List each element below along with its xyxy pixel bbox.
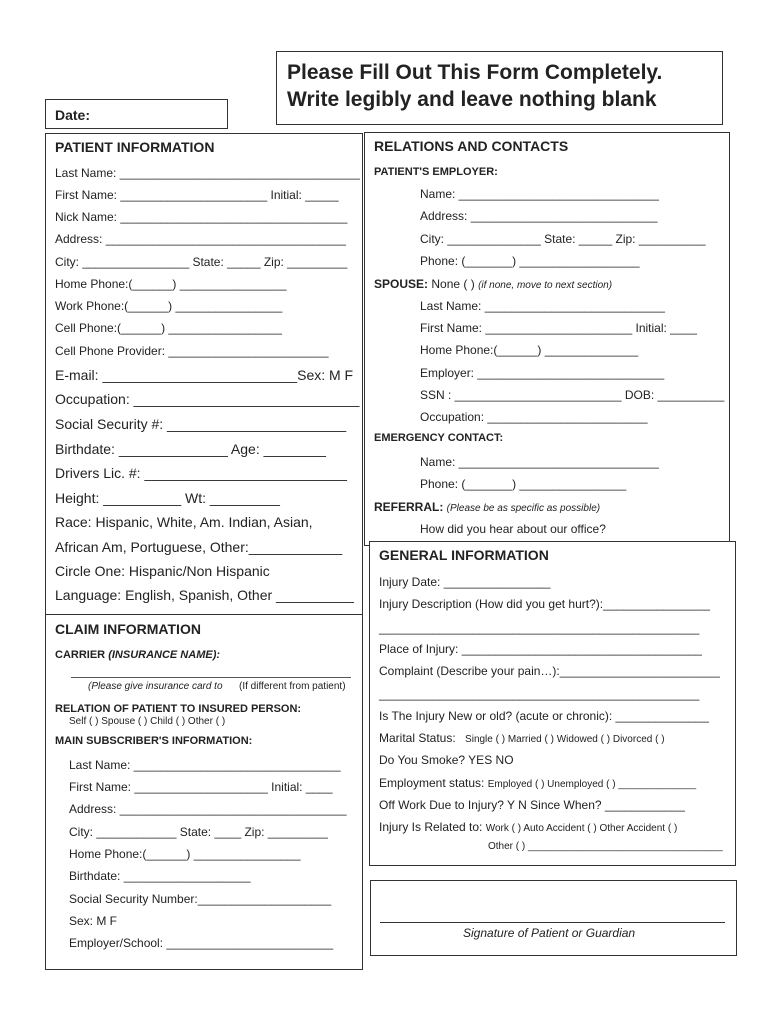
referral-question[interactable]: How did you hear about our office? (420, 522, 606, 536)
patient-cell-provider-field[interactable]: Cell Phone Provider: ________________________ (55, 344, 329, 358)
referral-row (374, 500, 600, 515)
subscriber-first-name-field[interactable]: First Name: ____________________ Initial: ____ (69, 780, 333, 794)
patient-birthdate-field[interactable]: Birthdate: ______________ Age: ________ (55, 441, 326, 457)
employer-heading: PATIENT'S EMPLOYER: (374, 166, 498, 178)
title-box (276, 51, 723, 125)
signature-label: Signature of Patient or Guardian (463, 926, 636, 940)
carrier-label-text: CARRIER (55, 649, 106, 661)
relations-heading: RELATIONS AND CONTACTS (374, 138, 569, 154)
referral-note: (Please be as specific as possible) (446, 503, 601, 514)
subscriber-heading: MAIN SUBSCRIBER'S INFORMATION: (55, 735, 253, 747)
marital-label: Marital Status: (379, 731, 456, 745)
off-work-field[interactable]: Off Work Due to Injury? Y N Since When? ____________ (379, 798, 685, 812)
injury-date-field[interactable]: Injury Date: ________________ (379, 575, 551, 589)
patient-race-line-1: Race: Hispanic, White, Am. Indian, Asian, (55, 514, 313, 530)
patient-info-section (45, 133, 363, 615)
subscriber-sex-field[interactable]: Sex: M F (69, 914, 118, 928)
spouse-occupation-field[interactable]: Occupation: ________________________ (420, 410, 648, 424)
related-label: Injury Is Related to: (379, 820, 483, 834)
emergency-phone-field[interactable]: Phone: (_______) ________________ (420, 477, 627, 491)
claim-info-heading: CLAIM INFORMATION (55, 621, 201, 637)
injury-new-old-field[interactable]: Is The Injury New or old? (acute or chronic): ______________ (379, 709, 709, 723)
referral-label: REFERRAL: (374, 500, 444, 514)
spouse-employer-field[interactable]: Employer: ____________________________ (420, 366, 665, 380)
patient-ssn-field[interactable]: Social Security #: _______________________ (55, 416, 347, 432)
signature-section (370, 880, 737, 956)
spouse-none-option[interactable]: None ( ) (431, 277, 475, 291)
employment-row[interactable] (379, 776, 696, 791)
employment-label: Employment status: (379, 776, 485, 790)
employer-phone-field[interactable]: Phone: (_______) __________________ (420, 254, 640, 268)
title-line-2: Write legibly and leave nothing blank (287, 88, 657, 111)
place-of-injury-field[interactable]: Place of Injury: ____________________________________ (379, 642, 702, 656)
spouse-note: (if none, move to next section) (478, 280, 613, 291)
patient-address-field[interactable]: Address: ____________________________________ (55, 232, 346, 246)
carrier-note: (INSURANCE NAME): (108, 649, 221, 661)
related-other-field[interactable]: Other ( ) ___________________________________ (488, 841, 723, 852)
carrier-underline[interactable] (71, 667, 351, 678)
injury-description-field[interactable]: Injury Description (How did you get hurt?):________________ (379, 597, 710, 611)
subscriber-city-field[interactable]: City: ____________ State: ____ Zip: _________ (69, 825, 328, 839)
patient-nick-name-field[interactable]: Nick Name: __________________________________ (55, 210, 348, 224)
marital-options[interactable]: Single ( ) Married ( ) Widowed ( ) Divorced ( ) (465, 734, 665, 745)
spouse-home-phone-field[interactable]: Home Phone:(______) ______________ (420, 343, 639, 357)
subscriber-birthdate-field[interactable]: Birthdate: ___________________ (69, 869, 251, 883)
subscriber-home-phone-field[interactable]: Home Phone:(______) ________________ (69, 847, 301, 861)
patient-ethnicity-field[interactable]: Circle One: Hispanic/Non Hispanic (55, 563, 270, 579)
complaint-field[interactable]: Complaint (Describe your pain…):________________________ (379, 664, 720, 678)
employer-name-field[interactable]: Name: ______________________________ (420, 187, 659, 201)
patient-cell-phone-field[interactable]: Cell Phone:(______) _________________ (55, 321, 282, 335)
relation-heading: RELATION OF PATIENT TO INSURED PERSON: (55, 703, 302, 715)
related-row[interactable] (379, 820, 677, 835)
patient-info-heading: PATIENT INFORMATION (55, 139, 215, 155)
employment-options[interactable]: Employed ( ) Unemployed ( ) ______________ (487, 779, 697, 790)
subscriber-ssn-field[interactable]: Social Security Number:____________________ (69, 892, 332, 906)
patient-drivers-lic-field[interactable]: Drivers Lic. #: __________________________ (55, 465, 347, 481)
patient-height-weight-field[interactable]: Height: __________ Wt: _________ (55, 490, 280, 506)
general-info-heading: GENERAL INFORMATION (379, 547, 549, 563)
patient-work-phone-field[interactable]: Work Phone:(______) ________________ (55, 299, 283, 313)
patient-home-phone-field[interactable]: Home Phone:(______) ________________ (55, 277, 287, 291)
emergency-name-field[interactable]: Name: ______________________________ (420, 455, 659, 469)
spouse-last-name-field[interactable]: Last Name: ___________________________ (420, 299, 665, 313)
patient-occupation-field[interactable]: Occupation: _____________________________ (55, 391, 360, 407)
patient-email-field[interactable]: E-mail: _________________________Sex: M F (55, 367, 354, 383)
spouse-first-name-field[interactable]: First Name: ______________________ Initial: ____ (420, 321, 697, 335)
general-info-section (369, 541, 736, 866)
complaint-blank[interactable]: ________________________________________________ (379, 687, 700, 701)
patient-city-field[interactable]: City: ________________ State: _____ Zip: _________ (55, 255, 348, 269)
date-label: Date: (55, 107, 91, 123)
spouse-ssn-dob-field[interactable]: SSN : _________________________ DOB: __________ (420, 388, 725, 402)
subscriber-address-field[interactable]: Address: __________________________________ (69, 802, 347, 816)
subscriber-employer-field[interactable]: Employer/School: _________________________ (69, 936, 334, 950)
insurance-card-note: (Please give insurance card to (88, 681, 223, 692)
relation-options[interactable]: Self ( ) Spouse ( ) Child ( ) Other ( ) (69, 716, 226, 727)
related-options[interactable]: Work ( ) Auto Accident ( ) Other Accident ( ) (485, 823, 678, 834)
carrier-label (55, 649, 220, 662)
smoke-field[interactable]: Do You Smoke? YES NO (379, 753, 514, 767)
emergency-heading: EMERGENCY CONTACT: (374, 432, 504, 444)
date-box[interactable] (45, 99, 228, 129)
injury-description-blank[interactable]: ________________________________________________ (379, 621, 700, 635)
employer-address-field[interactable]: Address: ____________________________ (420, 209, 658, 223)
patient-first-name-field[interactable]: First Name: ______________________ Initial: _____ (55, 188, 339, 202)
patient-language-field[interactable]: Language: English, Spanish, Other __________ (55, 587, 354, 603)
employer-city-field[interactable]: City: ______________ State: _____ Zip: __________ (420, 232, 706, 246)
marital-status-row[interactable] (379, 731, 665, 746)
patient-race-line-2[interactable]: African Am, Portuguese, Other:____________ (55, 539, 343, 555)
signature-line[interactable] (380, 922, 725, 923)
title-line-1: Please Fill Out This Form Completely. (287, 61, 663, 84)
claim-info-section (45, 614, 363, 970)
relations-section (364, 132, 730, 546)
spouse-label: SPOUSE: (374, 277, 429, 291)
spouse-row[interactable] (374, 277, 612, 292)
subscriber-last-name-field[interactable]: Last Name: _______________________________ (69, 758, 341, 772)
different-from-patient-note: (If different from patient) (239, 681, 346, 692)
patient-last-name-field[interactable]: Last Name: ____________________________________ (55, 166, 360, 180)
